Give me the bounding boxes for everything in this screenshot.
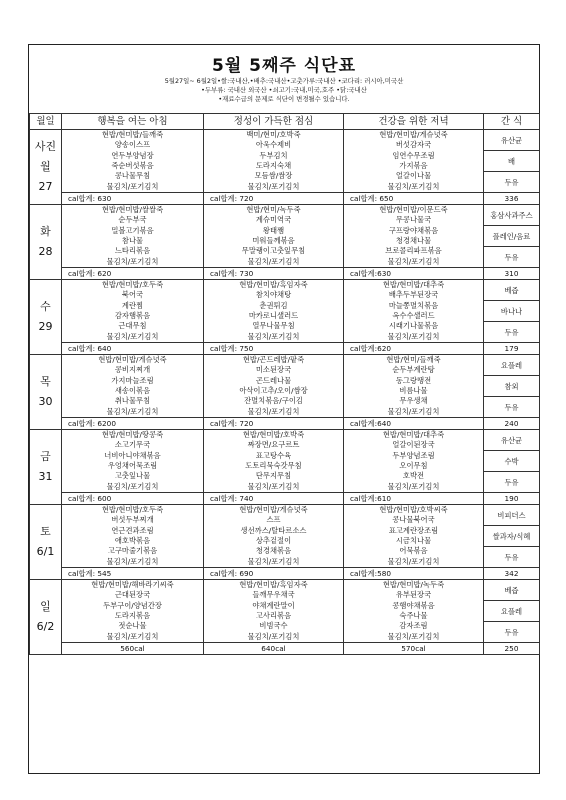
menu-item: 콩비지찌개 xyxy=(114,365,151,375)
menu-item: 현밥/현미밥/땅콩죽 xyxy=(101,430,164,440)
dinner-cell xyxy=(344,355,484,418)
dinner-cell xyxy=(344,130,484,193)
day-label-line: 27 xyxy=(38,180,53,193)
dinner-cell xyxy=(344,505,484,568)
calorie-row xyxy=(30,493,540,505)
menu-item: 소고기무국 xyxy=(114,440,151,450)
snack-item: 두유 xyxy=(504,402,519,412)
menu-body xyxy=(30,130,540,655)
menu-item: 비름나물 xyxy=(399,386,428,395)
menu-item: 시래기나물볶음 xyxy=(388,321,439,331)
menu-item: 현밥/현미밥/게슈넛죽 xyxy=(379,130,448,140)
menu-item: 표고계란장조림 xyxy=(388,525,439,535)
menu-item: 물김치/포기김치 xyxy=(247,481,300,491)
dinner-cell xyxy=(344,280,484,343)
breakfast-cell xyxy=(62,205,204,268)
day-row xyxy=(30,355,540,418)
menu-item: 단무지무침 xyxy=(255,471,292,481)
menu-item: 현밥/현미밥/녹두죽 xyxy=(382,580,445,590)
snack-item: 두유 xyxy=(504,177,519,187)
snack-item: 요플레 xyxy=(484,601,539,622)
menu-item: 근대된장국 xyxy=(114,590,151,600)
menu-item: 물김치/포기김치 xyxy=(387,331,440,341)
calorie-total: cal합계: 650 xyxy=(344,193,484,205)
menu-item: 얼갈이된장국 xyxy=(392,440,435,450)
menu-item: 무우생채 xyxy=(399,396,428,406)
snack-item: 비피더스 xyxy=(484,505,539,526)
menu-item: 미워들께볶음 xyxy=(252,236,295,245)
snack-cell xyxy=(484,280,540,343)
menu-item: 마카로니샐러드 xyxy=(248,311,299,320)
lunch-cell xyxy=(204,505,344,568)
menu-item: 콩햄야채볶음 xyxy=(392,600,435,610)
menu-item: 현밥/현미/녹두죽 xyxy=(246,205,301,215)
calorie-total: cal합계: 740 xyxy=(204,493,344,505)
menu-item: 곤드레나물 xyxy=(255,375,292,385)
snack-calorie: 250 xyxy=(484,643,540,655)
snack-calorie: 310 xyxy=(484,268,540,280)
calorie-total: cal합계:630 xyxy=(344,268,484,280)
menu-item: 취나물무침 xyxy=(114,396,151,406)
menu-item: 무말랭이고춧잎무침 xyxy=(241,246,306,256)
menu-item: 모듬쌈/쌈장 xyxy=(254,171,293,181)
header-row xyxy=(30,114,540,130)
menu-sheet xyxy=(28,44,540,774)
breakfast-cell xyxy=(62,355,204,418)
menu-item: 생선까스/탈타르소스 xyxy=(240,525,307,535)
menu-item: 표고탕수육 xyxy=(255,450,292,460)
day-label-line: 화 xyxy=(40,225,51,238)
origin-note-1: 5월27일~ 6월2일•쌀:국내산,•배추:국내산•고춧가루:국내산 •코다리: 러시아,미국산 xyxy=(164,77,404,85)
snack-item: 두유 xyxy=(504,252,519,262)
calorie-total: cal합계: 640 xyxy=(62,343,204,355)
snack-item: 두유 xyxy=(504,552,519,562)
menu-item: 양송이스프 xyxy=(114,140,151,150)
day-row xyxy=(30,580,540,643)
menu-item: 물김치/포기김치 xyxy=(387,406,440,416)
menu-item: 상추겉절이 xyxy=(255,536,292,545)
day-label-line: 30 xyxy=(38,395,53,408)
snack-item: 참외 xyxy=(484,376,539,397)
breakfast-cell xyxy=(62,580,204,643)
day-label-line: 목 xyxy=(40,375,51,388)
day-label-line: 29 xyxy=(38,320,53,333)
breakfast-cell xyxy=(62,130,204,193)
day-label xyxy=(30,355,62,430)
menu-item: 두부김치 xyxy=(259,150,288,160)
day-row xyxy=(30,130,540,193)
header-dinner: 건강을 위한 저녁 xyxy=(344,114,484,130)
menu-item: 어묵볶음 xyxy=(399,546,428,556)
menu-item: 콩나물북어국 xyxy=(392,515,435,525)
menu-item: 너비아니야채볶음 xyxy=(104,450,161,460)
menu-item: 근대무침 xyxy=(118,321,147,331)
day-row xyxy=(30,205,540,268)
calorie-row xyxy=(30,193,540,205)
menu-item: 연근견과조림 xyxy=(111,525,154,535)
menu-item: 물김치/포기김치 xyxy=(247,631,300,641)
dinner-cell xyxy=(344,580,484,643)
menu-item: 춘권튀김 xyxy=(259,300,288,310)
calorie-total: cal합계: 6200 xyxy=(62,418,204,430)
menu-item: 현밥/현미밥/이문드죽 xyxy=(379,205,448,215)
menu-item: 현밥/현미밥/호두죽 xyxy=(101,505,164,515)
menu-item: 밀볼고기볶음 xyxy=(111,225,154,235)
menu-item: 도토리묵숙갓무침 xyxy=(245,461,302,470)
menu-item: 도라지숙채 xyxy=(255,161,292,170)
menu-item: 고춧잎나물 xyxy=(114,471,151,481)
calorie-total: cal합계: 720 xyxy=(204,418,344,430)
day-label-line: 6/2 xyxy=(36,620,55,633)
snack-item: 수박 xyxy=(484,451,539,472)
dinner-cell xyxy=(344,430,484,493)
snack-item: 두유 xyxy=(504,477,519,487)
lunch-cell xyxy=(204,430,344,493)
snack-calorie: 342 xyxy=(484,568,540,580)
snack-item: 베즙 xyxy=(484,580,539,601)
menu-item: 물김치/포기김치 xyxy=(106,331,159,341)
menu-item: 현밥/현미밥/들깨죽 xyxy=(101,130,164,140)
menu-item: 얼갈이나물 xyxy=(395,171,432,181)
menu-item: 현밥/현미밥/흑임자죽 xyxy=(239,280,308,290)
menu-table xyxy=(29,113,540,655)
menu-item: 들깨무우채국 xyxy=(252,590,295,600)
menu-item: 가지마늘조림 xyxy=(111,375,154,385)
calorie-row xyxy=(30,268,540,280)
day-row xyxy=(30,280,540,343)
snack-calorie: 336 xyxy=(484,193,540,205)
menu-item: 청경채나물 xyxy=(395,236,432,245)
menu-item: 비빔국수 xyxy=(259,621,288,631)
menu-item: 마늘쫑멸치볶음 xyxy=(388,300,439,310)
header-date: 월일 xyxy=(30,114,62,130)
menu-item: 브로콜리파프볶음 xyxy=(385,246,442,256)
snack-cell xyxy=(484,505,540,568)
menu-item: 현밥/현미밥/게슈넛죽 xyxy=(239,505,308,515)
lunch-cell xyxy=(204,355,344,418)
calorie-total: 560cal xyxy=(62,643,204,655)
calorie-row xyxy=(30,418,540,430)
snack-item: 두유 xyxy=(504,327,519,337)
menu-item: 현밥/현미밥/대추죽 xyxy=(382,430,445,440)
menu-item: 아욱수제비 xyxy=(255,140,292,150)
day-label xyxy=(30,580,62,655)
menu-item: 물김치/포기김치 xyxy=(106,181,159,191)
menu-item: 현밥/곤드레밥/팥죽 xyxy=(242,355,305,365)
menu-item: 두부구이/양념간장 xyxy=(103,600,162,610)
menu-item: 임연수무조림 xyxy=(392,150,435,160)
snack-item: 홍삼사과주스 xyxy=(484,205,539,226)
menu-item: 물김치/포기김치 xyxy=(387,181,440,191)
menu-item: 느타리볶음 xyxy=(114,246,151,256)
menu-item: 물김치/포기김치 xyxy=(106,256,159,266)
menu-item: 가지볶음 xyxy=(399,161,428,170)
day-label-line: 일 xyxy=(40,600,51,613)
menu-item: 감자조림 xyxy=(399,621,428,631)
menu-item: 고사리볶음 xyxy=(255,611,292,620)
menu-item: 배추두부된장국 xyxy=(388,290,439,300)
snack-item: 요플레 xyxy=(484,355,539,376)
menu-item: 물김치/포기김치 xyxy=(106,481,159,491)
calorie-row xyxy=(30,343,540,355)
menu-item: 야채계란말이 xyxy=(252,600,295,610)
calorie-total: cal합계:610 xyxy=(344,493,484,505)
calorie-total: cal합계:620 xyxy=(344,343,484,355)
snack-cell xyxy=(484,580,540,643)
menu-item: 우엉채어묵조림 xyxy=(107,461,158,470)
menu-item: 물김치/포기김치 xyxy=(387,481,440,491)
menu-item: 순두부계란탕 xyxy=(392,365,435,375)
calorie-total: cal합계:580 xyxy=(344,568,484,580)
menu-item: 계슈미역국 xyxy=(255,215,292,225)
menu-item: 순두부국 xyxy=(118,215,147,225)
menu-item: 감자햄볶음 xyxy=(114,311,151,320)
calorie-total: cal합계: 600 xyxy=(62,493,204,505)
snack-item: 유산균 xyxy=(484,130,539,151)
menu-item: 짜장면/요구르트 xyxy=(247,440,300,450)
menu-item: 도라지볶음 xyxy=(114,611,151,620)
calorie-total: cal합계: 730 xyxy=(204,268,344,280)
menu-item: 호박전 xyxy=(402,471,425,481)
menu-item: 무콩나물국 xyxy=(395,215,432,225)
lunch-cell xyxy=(204,205,344,268)
menu-item: 물김치/포기김치 xyxy=(247,181,300,191)
menu-item: 물김치/포기김치 xyxy=(247,331,300,341)
menu-item: 애호박볶음 xyxy=(114,536,151,545)
menu-item: 시금치나물 xyxy=(395,536,432,545)
calorie-total: cal합계: 630 xyxy=(62,193,204,205)
menu-item: 왕태쨈 xyxy=(262,225,285,235)
menu-item: 현밥/현미밥/호박씨죽 xyxy=(379,505,448,515)
day-label-line: 6/1 xyxy=(36,545,55,558)
menu-item: 물김치/포기김치 xyxy=(387,631,440,641)
menu-item: 연두부양념장 xyxy=(111,150,154,160)
snack-calorie: 179 xyxy=(484,343,540,355)
menu-item: 젓순나물 xyxy=(118,621,147,631)
menu-item: 오이무침 xyxy=(399,461,428,470)
page-title: 5월 5째주 식단표 xyxy=(211,56,357,76)
menu-item: 잔멸치볶음/구이김 xyxy=(244,396,303,406)
snack-item: 두유 xyxy=(504,627,519,637)
menu-item: 버섯감자국 xyxy=(395,140,432,150)
menu-item: 물김치/포기김치 xyxy=(106,631,159,641)
menu-item: 유부된장국 xyxy=(395,590,432,600)
snack-item: 바나나 xyxy=(484,301,539,322)
calorie-total: cal합계: 750 xyxy=(204,343,344,355)
menu-item: 물김치/포기김치 xyxy=(106,556,159,566)
menu-item: 참나물 xyxy=(121,236,144,245)
snack-cell xyxy=(484,430,540,493)
menu-item: 물김치/포기김치 xyxy=(106,406,159,416)
menu-item: 콩나물무침 xyxy=(114,171,151,181)
menu-item: 아삭이고추/오이/쌈장 xyxy=(239,386,308,395)
menu-item: 옥수수샐러드 xyxy=(392,311,435,320)
breakfast-cell xyxy=(62,505,204,568)
calorie-total: cal합계: 620 xyxy=(62,268,204,280)
menu-item: 미소된장국 xyxy=(255,365,292,375)
day-label-line: 28 xyxy=(38,245,53,258)
menu-item: 열무나물무침 xyxy=(252,321,295,331)
menu-item: 구프랑야채볶음 xyxy=(388,225,439,235)
menu-item: 현밥/현미밥/호박죽 xyxy=(242,430,305,440)
menu-item: 현밥/현미밥/쌀쌀죽 xyxy=(101,205,164,215)
calorie-total: cal합계: 690 xyxy=(204,568,344,580)
origin-note-2: •두부류: 국내산 외국산 •쇠고기:국내,미국,호주 •닭:국내산 xyxy=(201,86,367,94)
menu-item: 스프 xyxy=(266,515,281,525)
snack-cell xyxy=(484,355,540,418)
day-row xyxy=(30,430,540,493)
day-label xyxy=(30,280,62,355)
menu-item: 참치야채탕 xyxy=(255,290,292,300)
snack-item: 플레인/음료 xyxy=(484,226,539,247)
menu-item: 현밥/현미/들깨죽 xyxy=(386,355,441,365)
menu-item: 백미/현미/호박죽 xyxy=(246,130,301,140)
menu-item: 계란찜 xyxy=(121,300,144,310)
menu-item: 현밥/현미밥/흑임자죽 xyxy=(239,580,308,590)
calorie-total: cal합계: 720 xyxy=(204,193,344,205)
menu-item: 물김치/포기김치 xyxy=(247,406,300,416)
menu-item: 물김치/포기김치 xyxy=(247,256,300,266)
snack-calorie: 240 xyxy=(484,418,540,430)
snack-item: 유산균 xyxy=(484,430,539,451)
calorie-total: cal합계: 545 xyxy=(62,568,204,580)
menu-item: 현밥/현미밥/게슈넛죽 xyxy=(98,355,167,365)
day-label xyxy=(30,130,62,205)
menu-item: 물김치/포기김치 xyxy=(387,556,440,566)
menu-item: 숙주나물 xyxy=(399,611,428,620)
menu-item: 버섯두부찌개 xyxy=(111,515,154,525)
menu-item: 두부양념조림 xyxy=(392,450,435,460)
lunch-cell xyxy=(204,130,344,193)
day-label-line: 수 xyxy=(40,300,51,313)
day-label-line: 31 xyxy=(38,470,53,483)
day-label-line: 사진 xyxy=(34,140,57,153)
lunch-cell xyxy=(204,280,344,343)
calorie-total: 570cal xyxy=(344,643,484,655)
snack-item: 배 xyxy=(484,151,539,172)
menu-item: 동그랑땡전 xyxy=(395,375,432,385)
breakfast-cell xyxy=(62,280,204,343)
header-snack: 간 식 xyxy=(484,114,540,130)
day-label-line: 월 xyxy=(40,160,51,173)
dinner-cell xyxy=(344,205,484,268)
snack-item: 쌀과자/식혜 xyxy=(484,526,539,547)
menu-item: 새송이볶음 xyxy=(114,386,151,395)
snack-calorie: 190 xyxy=(484,493,540,505)
snack-cell xyxy=(484,130,540,193)
change-notice: •재료수급의 문제로 식단이 변경될수 있습니다. xyxy=(218,95,350,103)
lunch-cell xyxy=(204,580,344,643)
menu-item: 현밥/현미밥/호두죽 xyxy=(101,280,164,290)
menu-item: 현밥/현미밥/해바라기씨죽 xyxy=(91,580,174,590)
day-label-line: 금 xyxy=(40,450,51,463)
day-row xyxy=(30,505,540,568)
snack-cell xyxy=(484,205,540,268)
day-label xyxy=(30,430,62,505)
menu-item: 청경채볶음 xyxy=(255,546,292,556)
header-breakfast: 행복을 여는 아침 xyxy=(62,114,204,130)
snack-item: 베즙 xyxy=(484,280,539,301)
menu-item: 죽순버섯볶음 xyxy=(111,161,154,170)
menu-item: 물김치/포기김치 xyxy=(387,256,440,266)
calorie-row xyxy=(30,643,540,655)
calorie-total: cal합계:640 xyxy=(344,418,484,430)
header-lunch: 정성이 가득한 점심 xyxy=(204,114,344,130)
breakfast-cell xyxy=(62,430,204,493)
menu-item: 북어국 xyxy=(121,290,144,300)
calorie-total: 640cal xyxy=(204,643,344,655)
menu-item: 현밥/현미밥/대추죽 xyxy=(382,280,445,290)
menu-item: 고구마줄기볶음 xyxy=(107,546,158,556)
menu-item: 물김치/포기김치 xyxy=(247,556,300,566)
day-label xyxy=(30,205,62,280)
day-label xyxy=(30,505,62,580)
day-label-line: 토 xyxy=(40,525,51,538)
calorie-row xyxy=(30,568,540,580)
